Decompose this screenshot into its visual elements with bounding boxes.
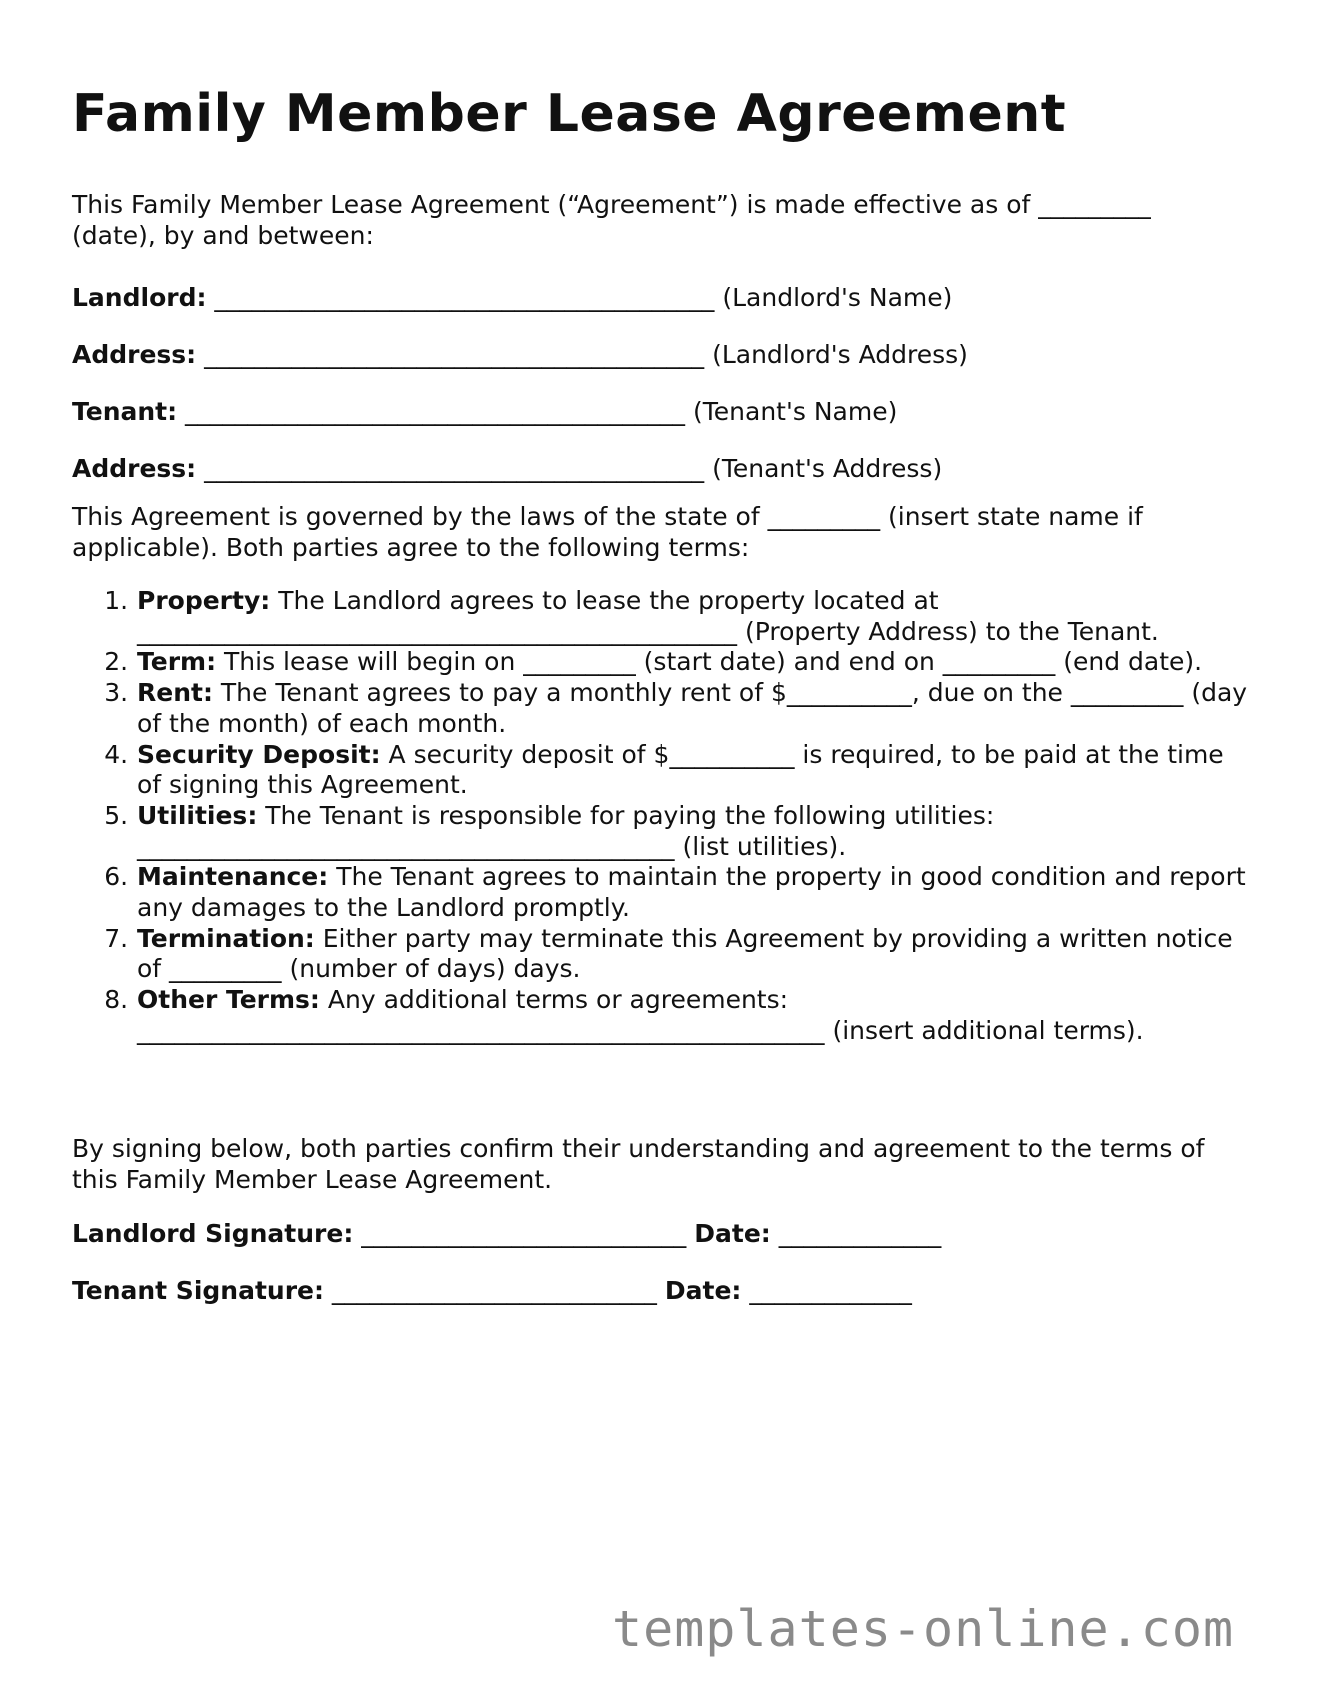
date-blank: _____________: [741, 1276, 912, 1305]
field-text: ________________________________________ (Tenant's Address): [196, 454, 943, 483]
term-item-utilities: [136, 801, 1254, 862]
governing-law-paragraph: This Agreement is governed by the laws of the state of _________ (insert state name if applicable). Both parties agree to the following terms:: [72, 502, 1143, 562]
term-label: Term:: [137, 647, 217, 677]
term-item-term: [136, 647, 1254, 678]
term-text: The Tenant agrees to pay a monthly rent of $__________, due on the _________ (day of the month) of each month.: [137, 678, 1248, 738]
term-text: A security deposit of $__________ is required, to be paid at the time of signing this Agreement.: [137, 739, 1224, 800]
field-text: ________________________________________ (Tenant's Name): [177, 397, 898, 426]
term-text: The Tenant agrees to maintain the property in good condition and report any damages to the Landlord promptly.: [137, 862, 1246, 923]
signature-label: Landlord Signature:: [72, 1219, 354, 1248]
field-text: ________________________________________ (Landlord's Name): [206, 283, 953, 312]
term-item-property: [136, 586, 1254, 647]
term-label: Security Deposit:: [137, 739, 381, 769]
signature-blank: __________________________: [323, 1276, 665, 1305]
term-label: Utilities:: [137, 800, 258, 830]
landlord-address-field: [72, 339, 968, 370]
term-item-other-terms: [136, 985, 1254, 1046]
term-label: Termination:: [137, 923, 315, 953]
term-item-security-deposit: [136, 740, 1254, 801]
date-blank: _____________: [770, 1219, 942, 1248]
term-label: Maintenance:: [137, 862, 329, 892]
tenant-name-field: [72, 396, 897, 427]
tenant-signature-line: [72, 1275, 912, 1306]
term-text: Any additional terms or agreements: _______________________________________________________ (insert additional terms).: [137, 985, 1144, 1045]
field-label: Tenant:: [72, 397, 178, 426]
closing-paragraph: By signing below, both parties confirm their understanding and agreement to the terms of this Family Member Lease Agreement.: [72, 1134, 1205, 1194]
term-text: The Landlord agrees to lease the property located at ________________________________________________ (Property Address) to the Tenant.: [137, 586, 1159, 646]
watermark-text: templates-online.com: [612, 1600, 1235, 1658]
field-text: ________________________________________ (Landlord's Address): [196, 340, 968, 369]
term-item-rent: [136, 678, 1254, 739]
tenant-address-field: [72, 453, 942, 484]
intro-paragraph: This Family Member Lease Agreement (“Agreement”) is made effective as of _________ (date), by and between:: [72, 190, 1151, 250]
term-text: The Tenant is responsible for paying the following utilities: ___________________________________________ (list utilities).: [137, 800, 995, 861]
date-label: Date:: [664, 1276, 742, 1305]
term-item-termination: [136, 924, 1254, 985]
landlord-signature-line: [72, 1218, 941, 1249]
field-label: Address:: [72, 454, 197, 483]
term-label: Property:: [137, 586, 271, 615]
term-item-maintenance: [136, 862, 1254, 923]
landlord-name-field: [72, 282, 952, 313]
term-label: Other Terms:: [137, 985, 320, 1015]
signature-blank: __________________________: [353, 1219, 695, 1248]
terms-list: [72, 586, 1254, 1047]
field-label: Address:: [72, 340, 197, 369]
term-label: Rent:: [137, 678, 213, 708]
page-title: Family Member Lease Agreement: [72, 84, 1067, 144]
date-label: Date:: [694, 1219, 771, 1248]
term-text: Either party may terminate this Agreement by providing a written notice of _________ (number of days) days.: [137, 923, 1233, 984]
signature-label: Tenant Signature:: [72, 1276, 324, 1305]
field-label: Landlord:: [72, 283, 207, 312]
term-text: This lease will begin on _________ (start date) and end on _________ (end date).: [216, 647, 1203, 677]
